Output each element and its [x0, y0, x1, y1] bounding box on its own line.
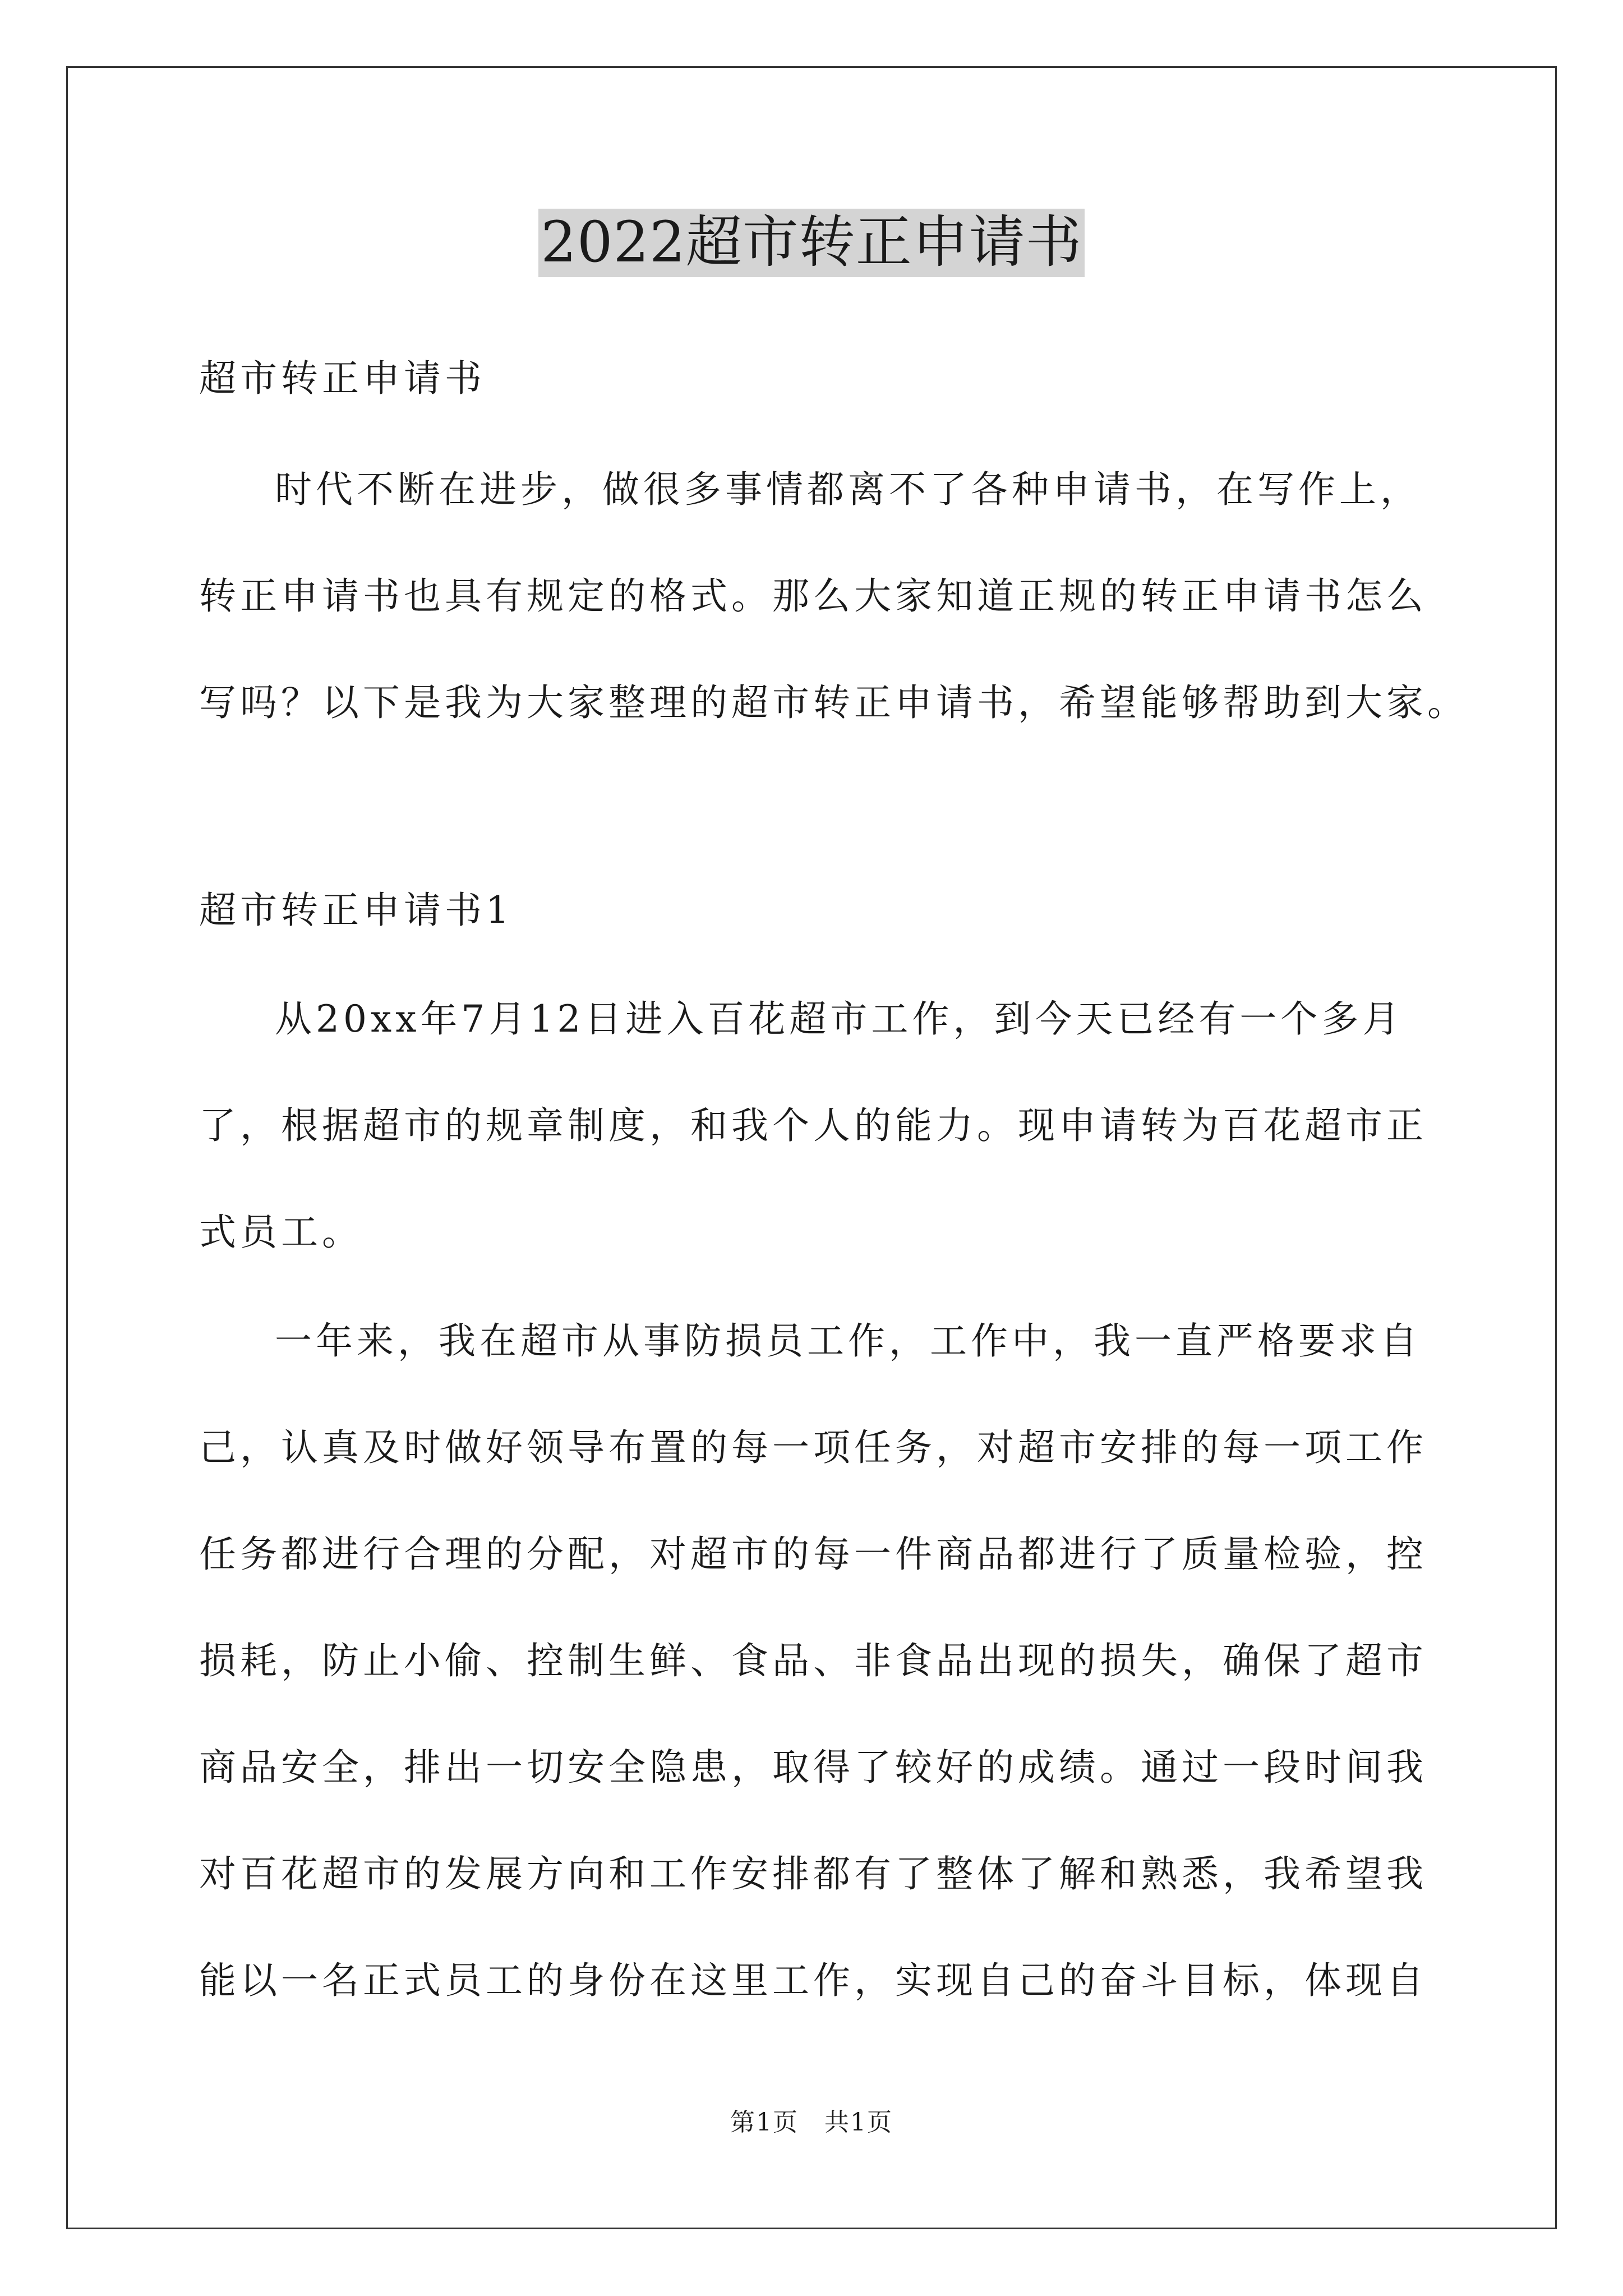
intro-heading: 超市转正申请书 — [199, 357, 486, 400]
para1-line-2: 了，根据超市的规章制度，和我个人的能力。现申请转为百花超市正 — [199, 1104, 1427, 1147]
para2-line-6: 对百花超市的发展方向和工作安排都有了整体了解和熟悉，我希望我 — [199, 1852, 1427, 1895]
intro-line-1: 时代不断在进步，做很多事情都离不了各种申请书，在写作上， — [275, 468, 1421, 511]
para2-line-3: 任务都进行合理的分配，对超市的每一件商品都进行了质量检验，控 — [199, 1533, 1427, 1576]
page-footer: 第1页 共1页 — [730, 2108, 893, 2137]
para2-line-1: 一年来，我在超市从事防损员工作，工作中，我一直严格要求自 — [275, 1319, 1421, 1363]
para2-line-4: 损耗，防止小偷、控制生鲜、食品、非食品出现的损失，确保了超市 — [199, 1639, 1427, 1682]
para2-line-7: 能以一名正式员工的身份在这里工作，实现自己的奋斗目标，体现自 — [199, 1959, 1427, 2002]
para1-line-3: 式员工。 — [199, 1211, 363, 1254]
intro-line-2: 转正申请书也具有规定的格式。那么大家知道正规的转正申请书怎么 — [199, 574, 1427, 618]
section1-heading: 超市转正申请书1 — [199, 889, 513, 932]
para2-line-2: 己，认真及时做好领导布置的每一项任务，对超市安排的每一项工作 — [199, 1426, 1427, 1469]
para1-line-1: 从20xx年7月12日进入百花超市工作，到今天已经有一个多月 — [275, 997, 1404, 1041]
intro-line-3: 写吗？以下是我为大家整理的超市转正申请书，希望能够帮助到大家。 — [199, 681, 1468, 724]
para2-line-5: 商品安全，排出一切安全隐患，取得了较好的成绩。通过一段时间我 — [199, 1746, 1427, 1789]
document-title — [0, 209, 1623, 277]
document-title-text: 2022超市转正申请书 — [538, 209, 1085, 277]
